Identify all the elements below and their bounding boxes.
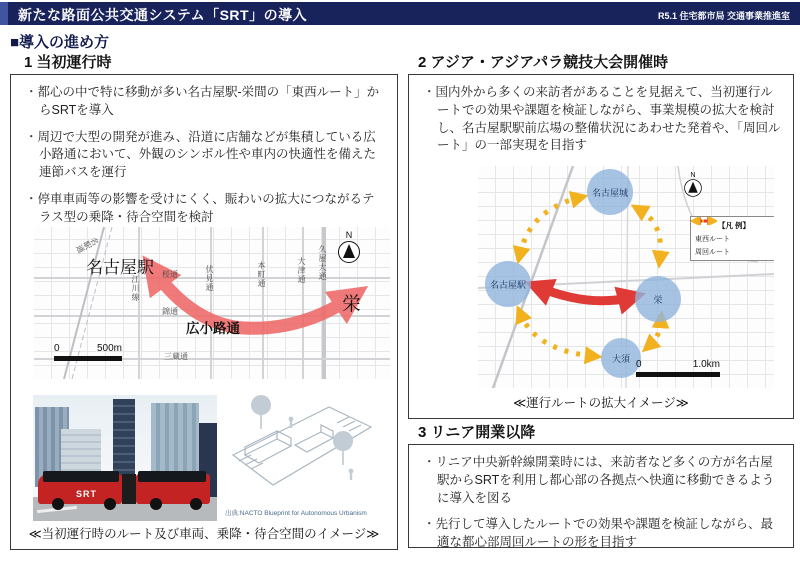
street-label: 三蔵通 (164, 352, 188, 361)
street-label: 久屋大通 (318, 245, 327, 281)
section2-bullet-list (409, 75, 793, 155)
scale-bar (636, 372, 720, 377)
sakae-label: 栄 (342, 294, 362, 315)
route-map-loop (478, 166, 774, 388)
bullet-item: ・先行して導入したルートでの効果や課題を検証しながら、最適な都心部周回ルートの形を目指す (423, 517, 774, 549)
section2-box (408, 74, 794, 419)
map-scale: 0 500m (54, 343, 122, 361)
section1-bullet-list (11, 75, 397, 226)
bus-articulation-joint (122, 474, 136, 504)
nagoya-station-label: 名古屋駅 (86, 258, 154, 277)
loop-route-icon (691, 217, 717, 225)
bus-srt-logo: SRT (76, 489, 97, 499)
bullet-item: ・都心の中で特に移動が多い名古屋駅-栄間の「東西ルート」からSRTを導入 (25, 85, 380, 117)
section3-bullet-list (409, 445, 793, 552)
map-scale: 0 1.0km (636, 359, 720, 377)
bullet-item: ・周辺で大型の開発が進み、沿道に店舗などが集積している広小路通において、外観のシンボル性や車内の快適性を備えた連節バスを運行 (25, 129, 376, 179)
bullet-item: ・リニア中央新幹線開業時には、来訪者など多くの方が名古屋駅からSRTを利用し都心部の各拠点へ快適に移動できるように導入を図る (423, 455, 775, 505)
node-sakae: 栄 (635, 276, 681, 322)
street-label: 名駅通 (74, 235, 101, 255)
bus-wheel (104, 498, 116, 510)
street-label: 本町通 (257, 261, 266, 288)
bus-windows (43, 471, 119, 482)
street-label: 錦通 (162, 307, 178, 316)
legend-row: 東西ルート (695, 234, 773, 244)
scale-bar (54, 356, 122, 361)
section1-box (10, 74, 398, 550)
header-bar (0, 2, 800, 25)
stop-space-drawing (225, 393, 379, 505)
bus-wheel (190, 498, 202, 510)
legend-row: 周回ルート (695, 247, 773, 257)
section1-caption: ≪当初運行時のルート及び車両、乗降・待合空間のイメージ≫ (28, 527, 380, 541)
header-accent-stripe (0, 2, 8, 25)
section3-box (408, 444, 794, 548)
compass-icon (338, 241, 360, 263)
bus-windows (138, 471, 206, 482)
stop-space-illustration (225, 393, 379, 505)
route-map-east-west (34, 227, 390, 379)
hirokoji-dori-label: 広小路通 (186, 321, 240, 336)
map-legend (690, 216, 774, 261)
node-osu: 大須 (601, 338, 641, 378)
section1-heading: 1 当初運行時 (24, 54, 112, 71)
bus-wheel (52, 498, 64, 510)
compass: N (684, 171, 702, 197)
street-label: 桜通 (162, 270, 178, 279)
compass-icon (684, 179, 702, 197)
compass: N (338, 231, 360, 263)
bus-wheel (150, 498, 162, 510)
srt-bus-photo (33, 395, 217, 521)
header-department: R5.1 住宅都市局 交通事業推進室 (657, 11, 790, 21)
section3-heading: 3 リニア開業以降 (418, 424, 536, 441)
slide-title: 新たな路面公共交通システム「SRT」の導入 (18, 7, 308, 23)
page-heading: ■導入の進め方 (10, 34, 110, 51)
illustration-source: 出典:NACTO Blueprint for Autonomous Urbanism (225, 510, 367, 517)
bullet-item: ・国内外から多くの来訪者があることを見据えて、当初運行ルートでの効果や課題を検証しながら、事業規模の拡大を検討し、名古屋駅駅前広場の整備状況にあわせた発着や、「周回ルート」の一部実現を目指す (423, 85, 781, 153)
section2-caption: ≪運行ルートの拡大イメージ≫ (513, 396, 689, 410)
legend-title: 【凡 例】 (717, 221, 751, 230)
node-nagoya-station: 名古屋駅 (485, 261, 531, 307)
bullet-item: ・停車車両等の影響を受けにくく、賑わいの拡大につながるテラス型の乗降・待合空間を検討 (25, 191, 375, 224)
srt-articulated-bus (38, 468, 210, 508)
street-label: 江川線 (131, 275, 140, 302)
node-nagoya-castle: 名古屋城 (587, 169, 633, 215)
street-label: 大津通 (297, 257, 306, 284)
street-label: 伏見通 (205, 265, 214, 292)
section2-heading: 2 アジア・アジアパラ競技大会開催時 (418, 54, 669, 71)
